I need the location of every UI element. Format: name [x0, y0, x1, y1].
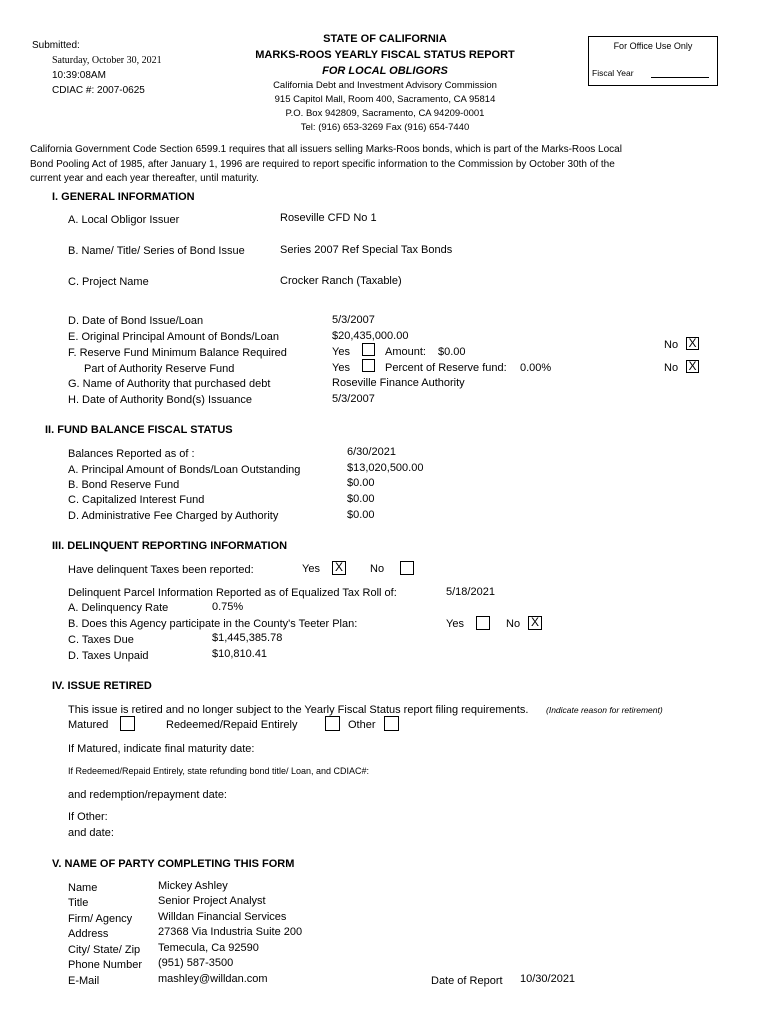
teeter-plan-label: B. Does this Agency participate in the County's Teeter Plan:	[68, 618, 358, 630]
preparer-name-label: Name	[68, 882, 98, 894]
intro-paragraph: California Government Code Section 6599.1 requires that all issuers selling Marks-Roos bonds, which is part of the Marks-Roos Local Bond Pooling Act of 1985, after January 1, 1996 are required to report specific information to the Commission by October 30th of the current year and each year thereafter, until maturity.	[30, 144, 622, 183]
reserve-percent-value: 0.00%	[520, 362, 552, 374]
preparer-phone-label: Phone Number	[68, 959, 142, 971]
reserve-no-label: No	[664, 339, 679, 351]
office-use-title: For Office Use Only	[613, 41, 693, 51]
cdiac-number: CDIAC #: 2007-0625	[52, 85, 145, 96]
redeemed-label: Redeemed/Repaid Entirely	[166, 719, 298, 731]
other-label: Other	[348, 719, 376, 731]
header-state: STATE OF CALIFORNIA	[323, 33, 447, 45]
principal-outstanding-value: $13,020,500.00	[347, 462, 424, 474]
admin-fee-value: $0.00	[347, 509, 375, 521]
submitted-time: 10:39:08AM	[52, 70, 106, 81]
principal-amount-label: E. Original Principal Amount of Bonds/Loan	[68, 331, 279, 343]
delinquent-no-checkbox[interactable]	[400, 561, 414, 575]
authority-name-label: G. Name of Authority that purchased debt	[68, 378, 271, 390]
reserve-yes-checkbox[interactable]	[362, 343, 375, 356]
reserve-amount-label: Amount:	[385, 346, 426, 358]
preparer-firm-label: Firm/ Agency	[68, 913, 133, 925]
bond-date-value: 5/3/2007	[332, 314, 375, 326]
fiscal-year-label: Fiscal Year	[592, 68, 634, 78]
matured-checkbox[interactable]	[120, 716, 135, 731]
principal-amount-value: $20,435,000.00	[332, 330, 409, 342]
preparer-city-label: City/ State/ Zip	[68, 944, 141, 956]
submitted-label: Submitted:	[32, 40, 80, 51]
bond-issue-value: Series 2007 Ref Special Tax Bonds	[280, 244, 453, 256]
preparer-title-label: Title	[68, 897, 89, 909]
taxes-due-value: $1,445,385.78	[212, 632, 283, 644]
authority-date-value: 5/3/2007	[332, 393, 375, 405]
preparer-address-label: Address	[68, 928, 109, 940]
section-general-heading: I. GENERAL INFORMATION	[52, 191, 195, 203]
balances-as-of-label: Balances Reported as of :	[68, 448, 195, 460]
taxes-unpaid-label: D. Taxes Unpaid	[68, 650, 149, 662]
matured-label: Matured	[68, 719, 109, 731]
header-address: 915 Capitol Mall, Room 400, Sacramento, CA 95814	[274, 94, 496, 105]
authority-reserve-label: Part of Authority Reserve Fund	[84, 363, 235, 375]
authority-reserve-no-label: No	[664, 362, 679, 374]
preparer-address-value: 27368 Via Industria Suite 200	[158, 926, 303, 938]
authority-reserve-no-checkbox[interactable]: X	[686, 360, 699, 373]
redemption-date-label: and redemption/repayment date:	[68, 789, 227, 801]
authority-reserve-yes-checkbox[interactable]	[362, 359, 375, 372]
header-title: MARKS-ROOS YEARLY FISCAL STATUS REPORT	[255, 49, 515, 61]
project-name-label: C. Project Name	[68, 276, 149, 288]
redeemed-checkbox[interactable]	[325, 716, 340, 731]
reserve-percent-label: Percent of Reserve fund:	[385, 362, 507, 374]
parcel-info-value: 5/18/2021	[446, 586, 495, 598]
maturity-date-label: If Matured, indicate final maturity date:	[68, 743, 255, 755]
if-other-label: If Other:	[68, 811, 108, 823]
header-subtitle: FOR LOCAL OBLIGORS	[322, 65, 448, 77]
capitalized-interest-value: $0.00	[347, 493, 375, 505]
parcel-info-label: Delinquent Parcel Information Reported as of Equalized Tax Roll of:	[68, 587, 397, 599]
other-checkbox[interactable]	[384, 716, 399, 731]
reserve-fund-label: F. Reserve Fund Minimum Balance Required	[68, 347, 287, 359]
section-fund-balance-heading: II. FUND BALANCE FISCAL STATUS	[45, 424, 233, 436]
refunding-bond-label: If Redeemed/Repaid Entirely, state refunding bond title/ Loan, and CDIAC#:	[68, 766, 370, 776]
reserve-no-checkbox[interactable]: X	[686, 337, 699, 350]
report-date-value: 10/30/2021	[520, 973, 576, 985]
capitalized-interest-label: C. Capitalized Interest Fund	[68, 494, 205, 506]
authority-date-label: H. Date of Authority Bond(s) Issuance	[68, 394, 253, 406]
obligor-issuer-label: A. Local Obligor Issuer	[68, 214, 180, 226]
retired-statement: This issue is retired and no longer subject to the Yearly Fiscal Status report filing requirements.	[68, 704, 529, 716]
teeter-yes-label: Yes	[446, 618, 464, 630]
taxes-due-label: C. Taxes Due	[68, 634, 134, 646]
preparer-title-value: Senior Project Analyst	[158, 895, 266, 907]
project-name-value: Crocker Ranch (Taxable)	[280, 275, 402, 287]
submitted-date: Saturday, October 30, 2021	[52, 55, 162, 66]
bond-issue-label: B. Name/ Title/ Series of Bond Issue	[68, 245, 245, 257]
office-use-box	[588, 36, 718, 86]
delinquency-rate-label: A. Delinquency Rate	[68, 602, 169, 614]
section-issue-retired-heading: IV. ISSUE RETIRED	[52, 680, 152, 692]
authority-name-value: Roseville Finance Authority	[332, 377, 465, 389]
preparer-firm-value: Willdan Financial Services	[158, 911, 287, 923]
teeter-no-label: No	[506, 618, 521, 630]
preparer-phone-value: (951) 587-3500	[158, 957, 234, 969]
taxes-unpaid-value: $10,810.41	[212, 648, 268, 660]
balances-as-of-value: 6/30/2021	[347, 446, 396, 458]
section-party-heading: V. NAME OF PARTY COMPLETING THIS FORM	[52, 858, 295, 870]
header-commission: California Debt and Investment Advisory Commission	[273, 80, 497, 91]
bond-reserve-fund-value: $0.00	[347, 477, 375, 489]
retired-note: (Indicate reason for retirement)	[546, 705, 663, 715]
teeter-yes-checkbox[interactable]	[476, 616, 490, 630]
reserve-yes-label: Yes	[332, 346, 350, 358]
delinquent-no-label: No	[370, 563, 385, 575]
preparer-email-label: E-Mail	[68, 975, 100, 987]
delinquent-yes-label: Yes	[302, 563, 320, 575]
report-date-label: Date of Report	[431, 975, 503, 987]
preparer-email-value: mashley@willdan.com	[158, 973, 268, 985]
delinquent-yes-checkbox[interactable]: X	[332, 561, 346, 575]
preparer-city-value: Temecula, Ca 92590	[158, 942, 259, 954]
authority-reserve-yes-label: Yes	[332, 362, 350, 374]
principal-outstanding-label: A. Principal Amount of Bonds/Loan Outstanding	[68, 464, 301, 476]
teeter-no-checkbox[interactable]: X	[528, 616, 542, 630]
delinquency-rate-value: 0.75%	[212, 601, 244, 613]
header-po-box: P.O. Box 942809, Sacramento, CA 94209-0001	[285, 108, 485, 119]
other-date-label: and date:	[68, 827, 114, 839]
obligor-issuer-value: Roseville CFD No 1	[280, 212, 377, 224]
reserve-amount-value: $0.00	[438, 346, 466, 358]
section-delinquent-heading: III. DELINQUENT REPORTING INFORMATION	[52, 540, 288, 552]
header-phone: Tel: (916) 653-3269 Fax (916) 654-7440	[300, 122, 470, 133]
fiscal-year-field[interactable]	[651, 77, 709, 78]
delinquent-question-label: Have delinquent Taxes been reported:	[68, 564, 254, 576]
admin-fee-label: D. Administrative Fee Charged by Authority	[68, 510, 279, 522]
preparer-name-value: Mickey Ashley	[158, 880, 228, 892]
bond-reserve-fund-label: B. Bond Reserve Fund	[68, 479, 180, 491]
bond-date-label: D. Date of Bond Issue/Loan	[68, 315, 204, 327]
